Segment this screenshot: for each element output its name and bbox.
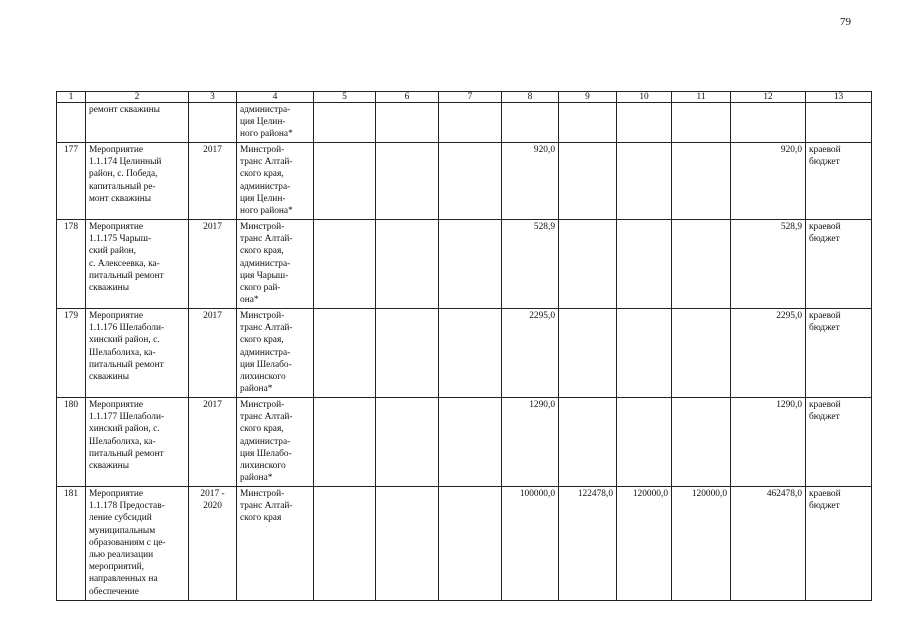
value-cell: 120000,0 xyxy=(672,487,731,601)
event-year xyxy=(189,103,237,143)
program-events-table xyxy=(56,91,872,601)
value-cell: 920,0 xyxy=(502,143,559,220)
column-number-row xyxy=(57,92,872,103)
event-description: Мероприятие 1.1.175 Чарыш- ский район, с. Алексеевка, ка- питальный ремонт скважины xyxy=(86,220,189,309)
value-cell: 122478,0 xyxy=(559,487,617,601)
value-cell: 2295,0 xyxy=(502,309,559,398)
value-cell xyxy=(314,309,376,398)
value-cell xyxy=(672,220,731,309)
column-header: 8 xyxy=(502,92,559,103)
event-year: 2017 xyxy=(189,143,237,220)
page-number: 79 xyxy=(840,16,851,28)
value-cell xyxy=(439,143,502,220)
funding-source: краевой бюджет xyxy=(806,398,872,487)
value-cell: 528,9 xyxy=(731,220,806,309)
event-executor: Минстрой- транс Алтай- ского края, администра- ция Шелабо- лихинского района* xyxy=(237,398,314,487)
row-number: 177 xyxy=(57,143,86,220)
value-cell: 462478,0 xyxy=(731,487,806,601)
value-cell xyxy=(672,309,731,398)
value-cell: 120000,0 xyxy=(617,487,672,601)
value-cell xyxy=(559,143,617,220)
value-cell xyxy=(439,487,502,601)
event-description: Мероприятие 1.1.178 Предостав- ление субсидий муниципальным образованиям с це- лью реализации мероприятий, направленных на обеспечение xyxy=(86,487,189,601)
value-cell xyxy=(439,309,502,398)
row-number xyxy=(57,103,86,143)
value-cell xyxy=(314,487,376,601)
column-header: 1 xyxy=(57,92,86,103)
value-cell xyxy=(559,309,617,398)
value-cell xyxy=(376,309,439,398)
column-header: 12 xyxy=(731,92,806,103)
table-row xyxy=(57,487,872,601)
column-header: 10 xyxy=(617,92,672,103)
value-cell xyxy=(559,103,617,143)
event-year: 2017 xyxy=(189,398,237,487)
row-number: 178 xyxy=(57,220,86,309)
value-cell xyxy=(559,398,617,487)
value-cell xyxy=(314,103,376,143)
event-executor: Минстрой- транс Алтай- ского края, администра- ция Чарыш- ского рай- она* xyxy=(237,220,314,309)
row-number: 181 xyxy=(57,487,86,601)
value-cell xyxy=(376,398,439,487)
event-year: 2017 - 2020 xyxy=(189,487,237,601)
funding-source: краевой бюджет xyxy=(806,487,872,601)
value-cell xyxy=(617,220,672,309)
column-header: 6 xyxy=(376,92,439,103)
event-description: ремонт скважины xyxy=(86,103,189,143)
table-row xyxy=(57,103,872,143)
value-cell xyxy=(672,398,731,487)
value-cell xyxy=(376,487,439,601)
value-cell: 528,9 xyxy=(502,220,559,309)
value-cell xyxy=(439,103,502,143)
value-cell: 1290,0 xyxy=(731,398,806,487)
value-cell: 100000,0 xyxy=(502,487,559,601)
funding-source: краевой бюджет xyxy=(806,220,872,309)
value-cell xyxy=(314,143,376,220)
value-cell: 2295,0 xyxy=(731,309,806,398)
funding-source: краевой бюджет xyxy=(806,143,872,220)
table-row xyxy=(57,309,872,398)
column-header: 5 xyxy=(314,92,376,103)
value-cell xyxy=(617,309,672,398)
event-executor: администра- ция Целин- ного района* xyxy=(237,103,314,143)
value-cell xyxy=(731,103,806,143)
column-header: 11 xyxy=(672,92,731,103)
value-cell xyxy=(672,103,731,143)
event-description: Мероприятие 1.1.174 Целинный район, с. Победа, капитальный ре- монт скважины xyxy=(86,143,189,220)
event-description: Мероприятие 1.1.176 Шелаболи- хинский район, с. Шелаболиха, ка- питальный ремонт скважины xyxy=(86,309,189,398)
value-cell xyxy=(559,220,617,309)
value-cell xyxy=(439,398,502,487)
event-executor: Минстрой- транс Алтай- ского края, администра- ция Целин- ного района* xyxy=(237,143,314,220)
funding-source: краевой бюджет xyxy=(806,309,872,398)
value-cell xyxy=(376,220,439,309)
column-header: 3 xyxy=(189,92,237,103)
value-cell xyxy=(617,398,672,487)
column-header: 2 xyxy=(86,92,189,103)
value-cell xyxy=(314,220,376,309)
event-description: Мероприятие 1.1.177 Шелаболи- хинский район, с. Шелаболиха, ка- питальный ремонт скважины xyxy=(86,398,189,487)
value-cell: 1290,0 xyxy=(502,398,559,487)
value-cell xyxy=(617,103,672,143)
value-cell xyxy=(617,143,672,220)
value-cell: 920,0 xyxy=(731,143,806,220)
value-cell xyxy=(439,220,502,309)
table-row xyxy=(57,398,872,487)
event-year: 2017 xyxy=(189,309,237,398)
event-executor: Минстрой- транс Алтай- ского края, администра- ция Шелабо- лихинского района* xyxy=(237,309,314,398)
value-cell xyxy=(314,398,376,487)
row-number: 179 xyxy=(57,309,86,398)
table-row xyxy=(57,220,872,309)
column-header: 13 xyxy=(806,92,872,103)
value-cell xyxy=(672,143,731,220)
value-cell xyxy=(376,143,439,220)
row-number: 180 xyxy=(57,398,86,487)
value-cell xyxy=(376,103,439,143)
column-header: 9 xyxy=(559,92,617,103)
column-header: 7 xyxy=(439,92,502,103)
value-cell xyxy=(502,103,559,143)
event-year: 2017 xyxy=(189,220,237,309)
table-row xyxy=(57,143,872,220)
funding-source xyxy=(806,103,872,143)
event-executor: Минстрой- транс Алтай- ского края xyxy=(237,487,314,601)
column-header: 4 xyxy=(237,92,314,103)
